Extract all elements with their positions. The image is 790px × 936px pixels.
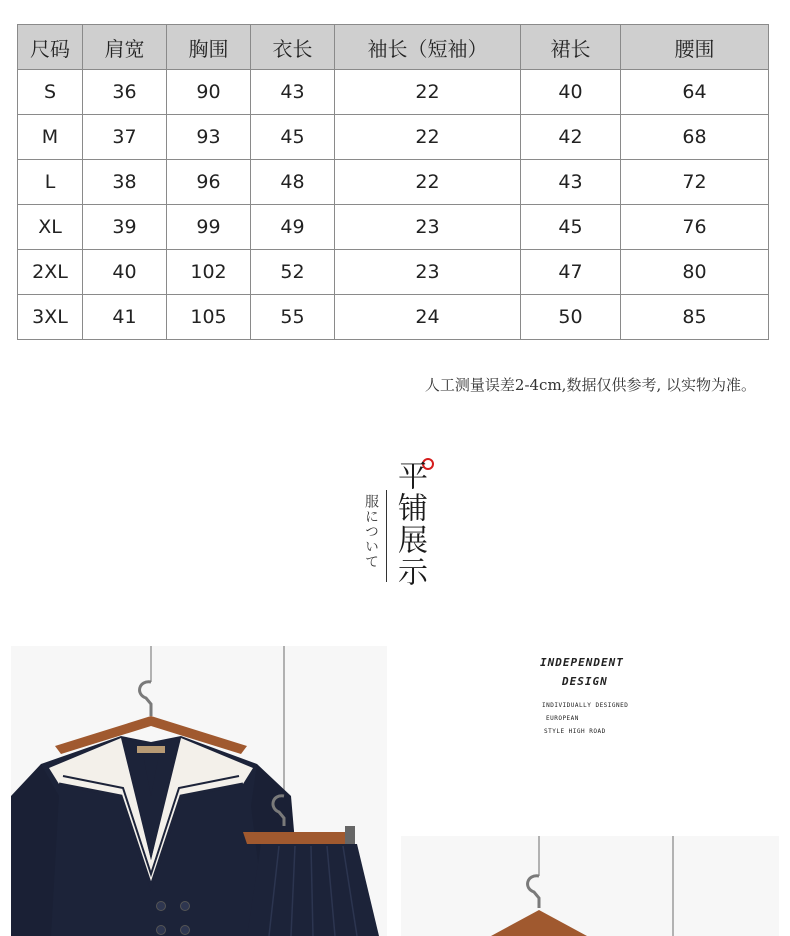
table-cell: 85 (621, 295, 769, 340)
table-cell: 47 (521, 250, 621, 295)
table-cell: 64 (621, 70, 769, 115)
table-cell: 43 (521, 160, 621, 205)
table-cell: 55 (251, 295, 335, 340)
section-heading (362, 458, 442, 608)
table-cell: 43 (251, 70, 335, 115)
table-row (18, 70, 769, 115)
table-row (18, 205, 769, 250)
table-cell: 40 (521, 70, 621, 115)
table-cell: 37 (83, 115, 167, 160)
table-cell: 93 (167, 115, 251, 160)
brand-title-line2: DESIGN (562, 675, 608, 688)
hanger-illustration (401, 836, 779, 936)
table-cell: S (18, 70, 83, 115)
table-cell: 52 (251, 250, 335, 295)
table-cell: 38 (83, 160, 167, 205)
heading-divider (386, 490, 387, 582)
table-cell: 96 (167, 160, 251, 205)
table-cell: 48 (251, 160, 335, 205)
table-cell: 23 (335, 205, 521, 250)
table-cell: 45 (251, 115, 335, 160)
table-cell: 39 (83, 205, 167, 250)
uniform-photo (11, 646, 387, 936)
table-cell: 50 (521, 295, 621, 340)
table-cell: 45 (521, 205, 621, 250)
table-cell: 23 (335, 250, 521, 295)
size-chart-header-row (18, 25, 769, 70)
table-cell: XL (18, 205, 83, 250)
table-cell: M (18, 115, 83, 160)
table-cell: L (18, 160, 83, 205)
table-cell: 22 (335, 160, 521, 205)
table-cell: 90 (167, 70, 251, 115)
table-cell: 36 (83, 70, 167, 115)
table-cell: 102 (167, 250, 251, 295)
header-size: 尺码 (18, 25, 83, 70)
table-cell: 22 (335, 115, 521, 160)
table-cell: 40 (83, 250, 167, 295)
brand-block (540, 656, 628, 735)
table-cell: 72 (621, 160, 769, 205)
brand-tagline-3: STYLE HIGH ROAD (544, 728, 606, 735)
table-cell: 41 (83, 295, 167, 340)
uniform-illustration (11, 646, 387, 936)
table-cell: 24 (335, 295, 521, 340)
heading-title: 平铺展示 (392, 460, 427, 588)
table-cell: 68 (621, 115, 769, 160)
header-waist: 腰围 (621, 25, 769, 70)
table-row (18, 250, 769, 295)
table-cell: 99 (167, 205, 251, 250)
table-row (18, 160, 769, 205)
table-row (18, 115, 769, 160)
table-cell: 76 (621, 205, 769, 250)
table-cell: 49 (251, 205, 335, 250)
table-cell: 80 (621, 250, 769, 295)
table-cell: 2XL (18, 250, 83, 295)
table-row (18, 295, 769, 340)
heading-subtitle: 服について (363, 494, 379, 569)
measurement-note: 人工测量误差2-4cm,数据仅供参考, 以实物为准。 (424, 376, 756, 394)
brand-title-line1: INDEPENDENT (540, 656, 624, 669)
table-cell: 42 (521, 115, 621, 160)
hanger-photo (401, 836, 779, 936)
size-chart-table (17, 24, 769, 340)
brand-tagline-1: INDIVIDUALLY DESIGNED (542, 702, 629, 709)
brand-tagline-2: EUROPEAN (546, 715, 579, 722)
table-cell: 3XL (18, 295, 83, 340)
header-length: 衣长 (251, 25, 335, 70)
table-cell: 22 (335, 70, 521, 115)
table-cell: 105 (167, 295, 251, 340)
header-shoulder: 肩宽 (83, 25, 167, 70)
header-skirt-length: 裙长 (521, 25, 621, 70)
header-bust: 胸围 (167, 25, 251, 70)
header-sleeve: 袖长（短袖） (335, 25, 521, 70)
